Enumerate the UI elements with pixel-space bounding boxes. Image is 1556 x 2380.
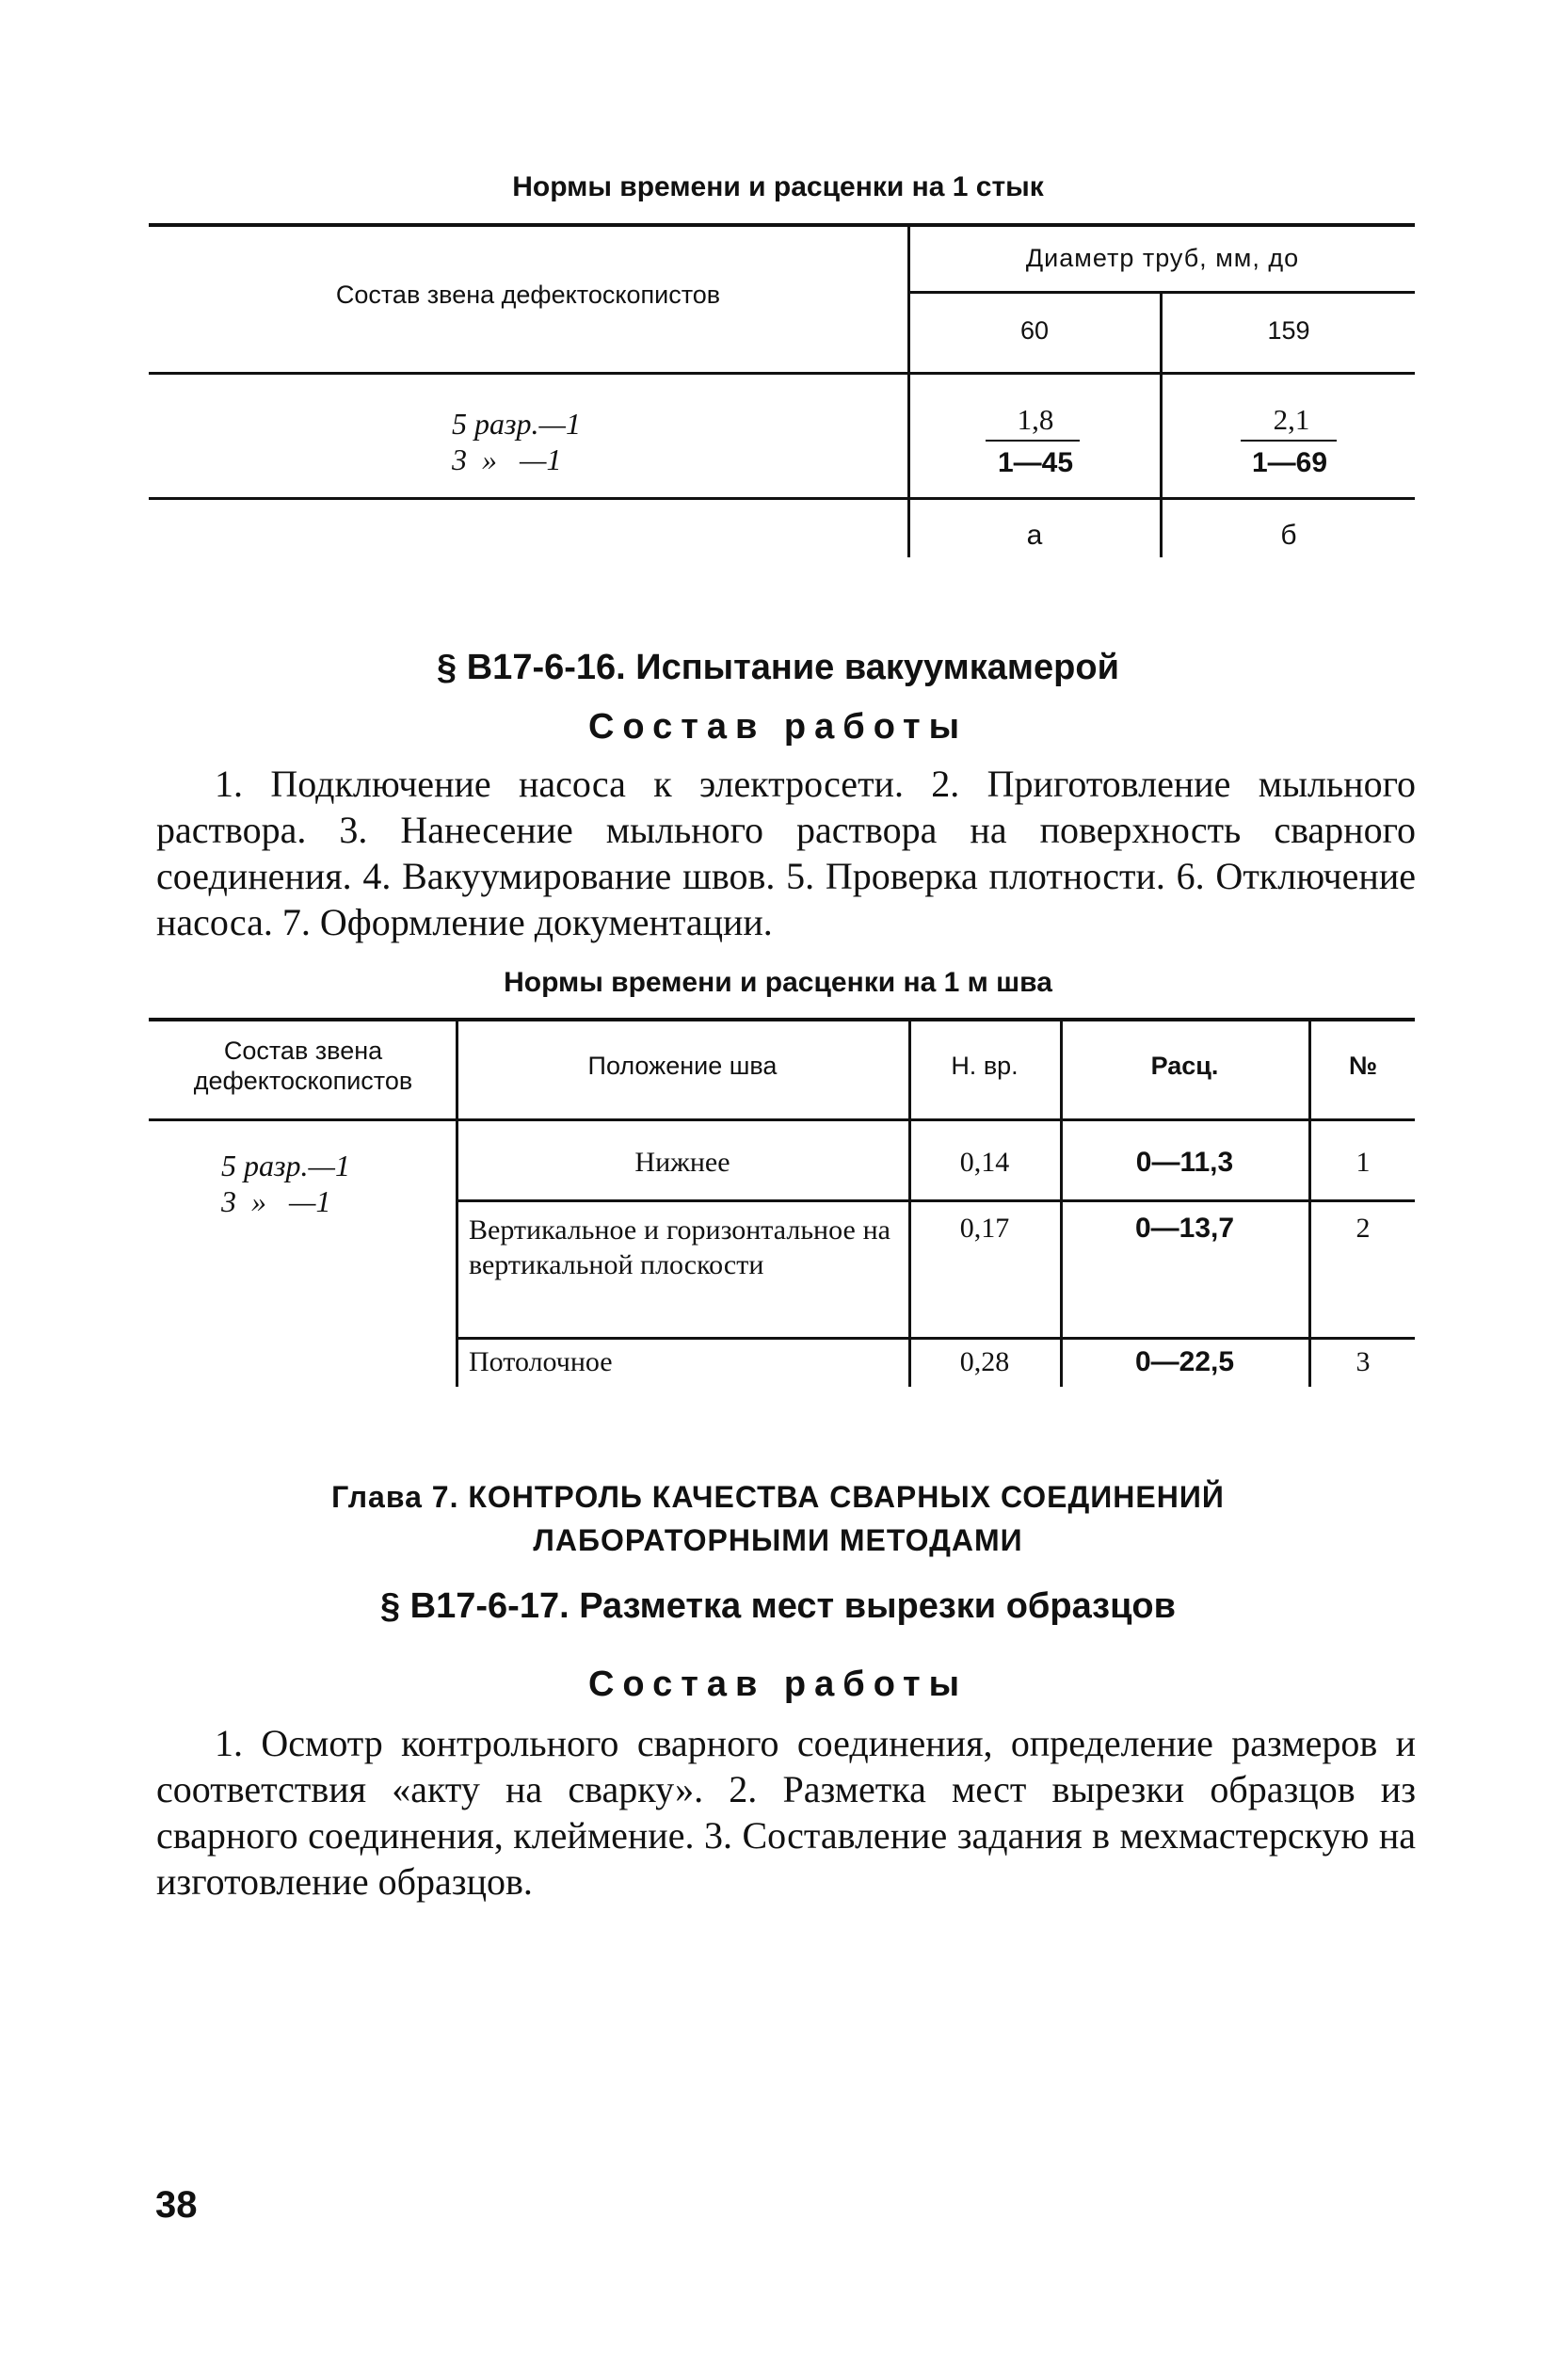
table2-row3-position: Потолочное: [469, 1346, 613, 1377]
table1-header-60: 60: [1019, 316, 1050, 345]
table2-row1-rule: [457, 1199, 1415, 1202]
table2-row1-position: Нижнее: [634, 1147, 730, 1178]
section17-subheading: Состав работы: [587, 1664, 969, 1704]
table2-crew-line1: 5 разр.—1: [221, 1149, 350, 1182]
table1-vline-1: [907, 225, 910, 557]
table2-row2-rule: [457, 1337, 1415, 1340]
table1-crew-line2: 3 » —1: [452, 442, 562, 476]
table1-header-composition: Состав звена дефектоскопистов: [335, 281, 721, 309]
table1-norm-60: 1,8: [1017, 403, 1054, 436]
table2-row1-number: 1: [1355, 1147, 1371, 1178]
table1-header-diameter: Диаметр труб, мм, до: [1025, 244, 1300, 272]
table1-norm-159: 2,1: [1273, 403, 1310, 436]
table1-caption: Нормы времени и расценки на 1 стык: [512, 171, 1044, 202]
table2-row2-price: 0—13,7: [1134, 1213, 1235, 1244]
chapter7-title: [0, 1475, 1556, 1562]
table2-header-norm: Н. вр.: [951, 1052, 1019, 1080]
table2-row2-number: 2: [1355, 1213, 1371, 1244]
table1-fraction-line-159: [1241, 440, 1337, 442]
section17-text: 1. Осмотр контрольного сварного соединения, определение размеров и соответствия «акту на сварку». 2. Разметка мест вырезки образцов из сварного соединения, клеймение. 3. Составление задания в мехмастерскую на изготовление образцов.: [156, 1722, 1416, 1903]
section16-text: 1. Подключение насоса к электросети. 2. Приготовление мыльного раствора. 3. Нанесение мыльного раствора на поверхность сварного соединения. 4. Вакуумирование швов. 5. Проверка плотности. 6. Отключение насоса. 7. Оформление документации.: [156, 763, 1416, 943]
table2-row2-position: Вертикальное и горизонтальное на вертикальной плоскости: [469, 1214, 890, 1280]
table2-caption: Нормы времени и расценки на 1 м шва: [504, 967, 1052, 998]
table1-col-letter-b: б: [1280, 520, 1297, 551]
table1-price-159: 1—69: [1251, 447, 1328, 478]
table2-row3-price: 0—22,5: [1134, 1346, 1235, 1377]
section16-subheading: Состав работы: [587, 707, 969, 747]
table2-crew-line2: 3 » —1: [221, 1184, 331, 1218]
table1-body-bottom-rule: [149, 497, 1415, 500]
table2-row2-norm: 0,17: [959, 1213, 1010, 1244]
page-number: 38: [155, 2184, 198, 2226]
table2-row1-price: 0—11,3: [1135, 1147, 1234, 1178]
chapter7-title-line2: ЛАБОРАТОРНЫМИ МЕТОДАМИ: [533, 1523, 1023, 1557]
table2-header-price: Расц.: [1150, 1052, 1219, 1080]
table2-top-rule: [149, 1018, 1415, 1021]
table2-header-position: Положение шва: [587, 1052, 778, 1080]
table2-row1-norm: 0,14: [959, 1147, 1010, 1178]
table2-row3-norm: 0,28: [959, 1346, 1010, 1377]
table2-header-composition: Состав звена дефектоскопистов: [193, 1037, 413, 1095]
section17-heading: § В17-6-17. Разметка мест вырезки образцов: [379, 1586, 1177, 1626]
table1-crew: [452, 406, 640, 477]
table2-row3-number: 3: [1355, 1346, 1371, 1377]
section16-heading: § В17-6-16. Испытание вакуумкамерой: [437, 648, 1119, 687]
table1-header-bottom-rule: [149, 372, 1415, 375]
table2-crew: [221, 1148, 428, 1219]
table1-header-159: 159: [1267, 316, 1310, 345]
table2-header-bottom-rule: [149, 1118, 1415, 1121]
table1-price-60: 1—45: [997, 447, 1074, 478]
table1-col-letter-a: а: [1026, 520, 1043, 551]
table1-top-rule: [149, 223, 1415, 227]
table2-header-number: №: [1348, 1052, 1378, 1080]
table1-fraction-line-60: [986, 440, 1080, 442]
chapter7-title-line1: Глава 7. КОНТРОЛЬ КАЧЕСТВА СВАРНЫХ СОЕДИНЕНИЙ: [331, 1480, 1225, 1514]
table1-crew-line1: 5 разр.—1: [452, 407, 581, 441]
